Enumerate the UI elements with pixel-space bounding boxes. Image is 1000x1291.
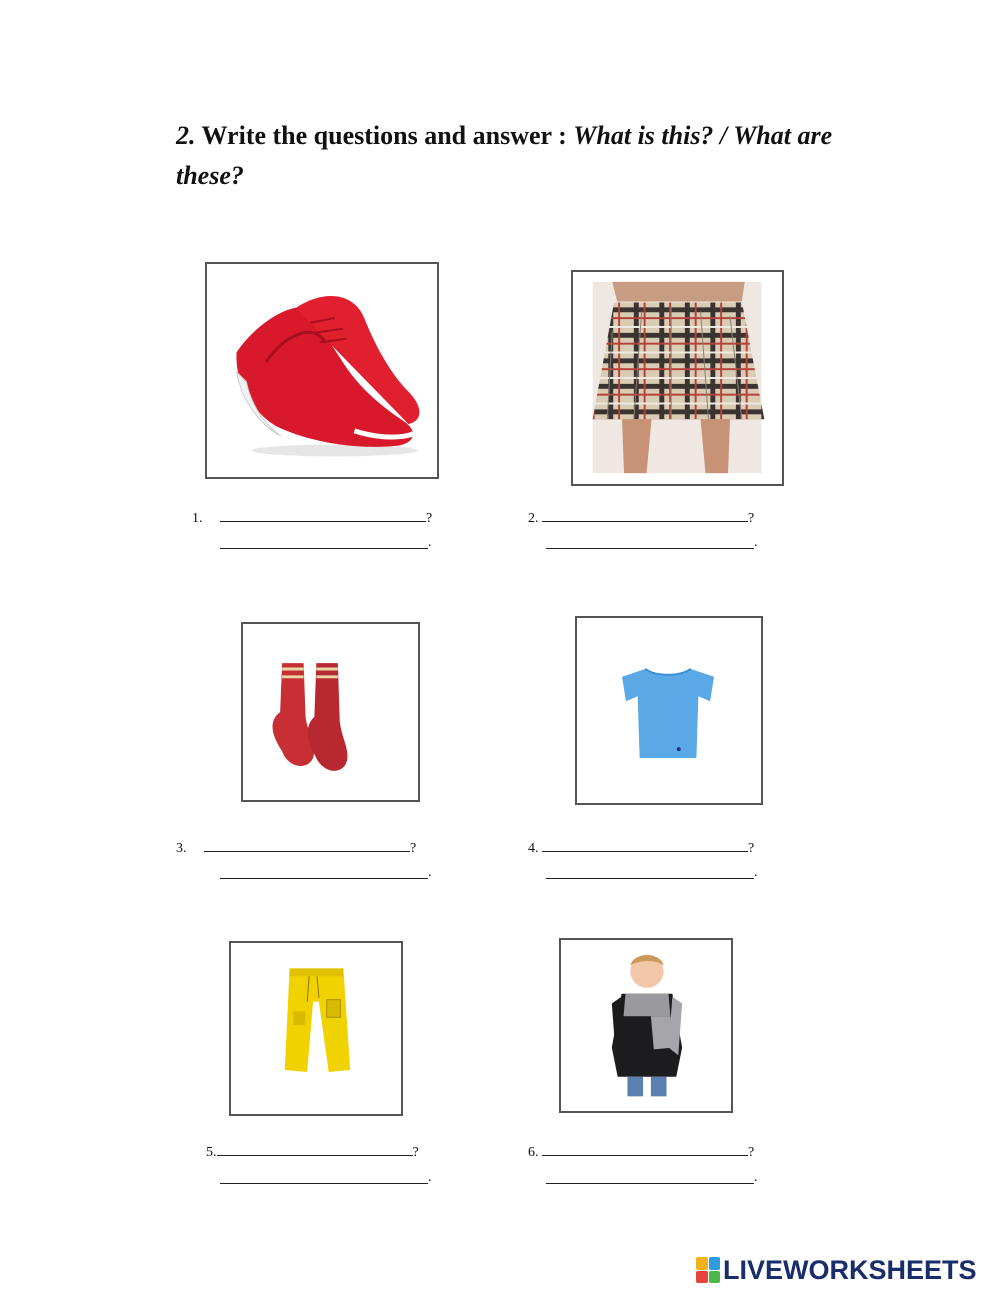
blue-t-shirt-icon (577, 618, 761, 803)
question-line-4 (528, 839, 754, 857)
image-blue-t-shirt (575, 616, 763, 805)
answer-blank-5[interactable] (220, 1183, 428, 1184)
exercise-heading (176, 116, 896, 196)
exercise-instruction: Write the questions and answer : (195, 121, 574, 150)
question-blank-4[interactable] (542, 839, 748, 852)
liveworksheets-icon (696, 1257, 720, 1283)
answer-blank-2[interactable] (546, 548, 754, 549)
answer-period-5: . (428, 1170, 432, 1185)
question-blank-1[interactable] (220, 509, 426, 522)
question-blank-3[interactable] (204, 839, 410, 852)
item-number-2: 2. (528, 511, 539, 526)
question-blank-6[interactable] (542, 1143, 748, 1156)
item-number-6: 6. (528, 1145, 539, 1160)
question-mark-1: ? (426, 511, 433, 526)
liveworksheets-logo (696, 1254, 977, 1286)
boy-in-jacket-icon (561, 940, 731, 1111)
red-socks-icon (243, 624, 418, 800)
question-blank-2[interactable] (542, 509, 748, 522)
answer-blank-6[interactable] (546, 1183, 754, 1184)
brand-name: LIVEWORKSHEETS (723, 1254, 977, 1285)
question-mark-3: ? (410, 841, 417, 856)
image-yellow-trousers (229, 941, 403, 1116)
item-number-5: 5. (206, 1145, 217, 1160)
red-sneakers-icon (207, 264, 437, 477)
answer-period-3: . (428, 865, 432, 880)
answer-period-1: . (428, 535, 432, 550)
question-line-2 (528, 509, 754, 527)
question-line-1 (192, 509, 432, 527)
answer-period-6: . (754, 1170, 758, 1185)
yellow-trousers-icon (231, 943, 401, 1114)
image-red-sneakers (205, 262, 439, 479)
exercise-prompt: What is this? / What are these? (176, 121, 833, 190)
question-mark-2: ? (748, 511, 755, 526)
question-line-3 (176, 839, 416, 857)
answer-blank-4[interactable] (546, 878, 754, 879)
question-line-6 (528, 1143, 754, 1161)
question-line-5 (206, 1143, 419, 1161)
question-mark-4: ? (748, 841, 755, 856)
question-mark-5: ? (412, 1145, 419, 1160)
image-plaid-skirt (571, 270, 784, 486)
answer-blank-3[interactable] (220, 878, 428, 879)
plaid-skirt-icon (573, 272, 782, 484)
item-number-4: 4. (528, 841, 539, 856)
image-boy-in-jacket (559, 938, 733, 1113)
item-number-3: 3. (176, 841, 187, 856)
answer-period-4: . (754, 865, 758, 880)
answer-blank-1[interactable] (220, 548, 428, 549)
exercise-number: 2. (176, 121, 196, 150)
answer-period-2: . (754, 535, 758, 550)
question-blank-5[interactable] (217, 1143, 413, 1156)
item-number-1: 1. (192, 511, 203, 526)
question-mark-6: ? (748, 1145, 755, 1160)
image-red-socks (241, 622, 420, 802)
